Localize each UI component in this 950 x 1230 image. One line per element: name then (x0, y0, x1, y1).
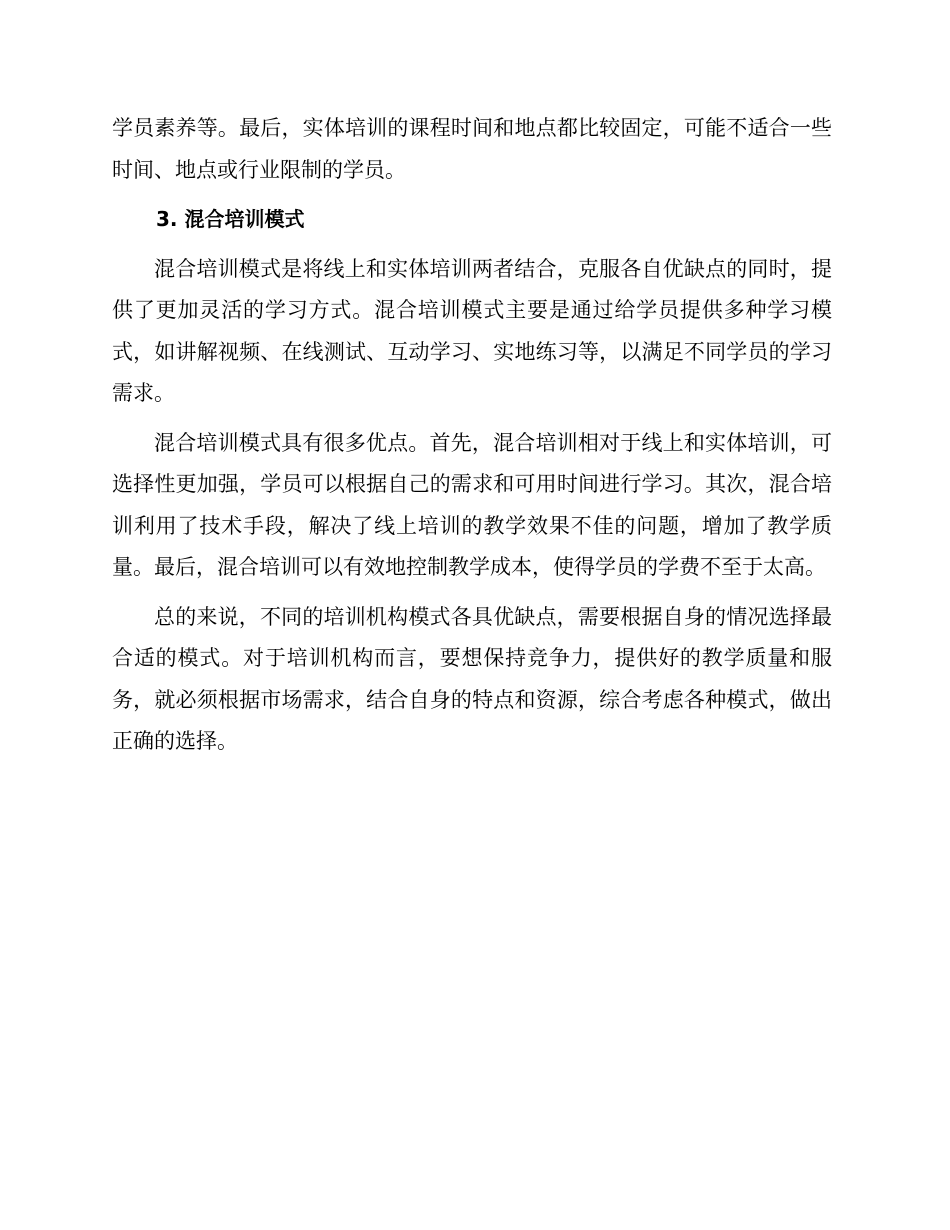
paragraph-conclusion: 总的来说，不同的培训机构模式各具优缺点，需要根据自身的情况选择最合适的模式。对于培训机构而言，要想保持竞争力，提供好的教学质量和服务，就必须根据市场需求，结合自身的特点和资源，综合考虑各种模式，做出正确的选择。 (112, 604, 832, 753)
section-heading: 3. 混合培训模式 (156, 207, 305, 231)
paragraph-hybrid-definition: 混合培训模式是将线上和实体培训两者结合，克服各自优缺点的同时，提供了更加灵活的学习方式。混合培训模式主要是通过给学员提供多种学习模式，如讲解视频、在线测试、互动学习、实地练习等，以满足不同学员的学习需求。 (112, 256, 832, 405)
document-body (112, 108, 832, 771)
paragraph-hybrid-advantages: 混合培训模式具有很多优点。首先，混合培训相对于线上和实体培训，可选择性更加强，学员可以根据自己的需求和可用时间进行学习。其次，混合培训利用了技术手段，解决了线上培训的教学效果不佳的问题，增加了教学质量。最后，混合培训可以有效地控制教学成本，使得学员的学费不至于太高。 (112, 430, 832, 579)
paragraph-continuation: 学员素养等。最后，实体培训的课程时间和地点都比较固定，可能不适合一些时间、地点或行业限制的学员。 (112, 116, 832, 182)
